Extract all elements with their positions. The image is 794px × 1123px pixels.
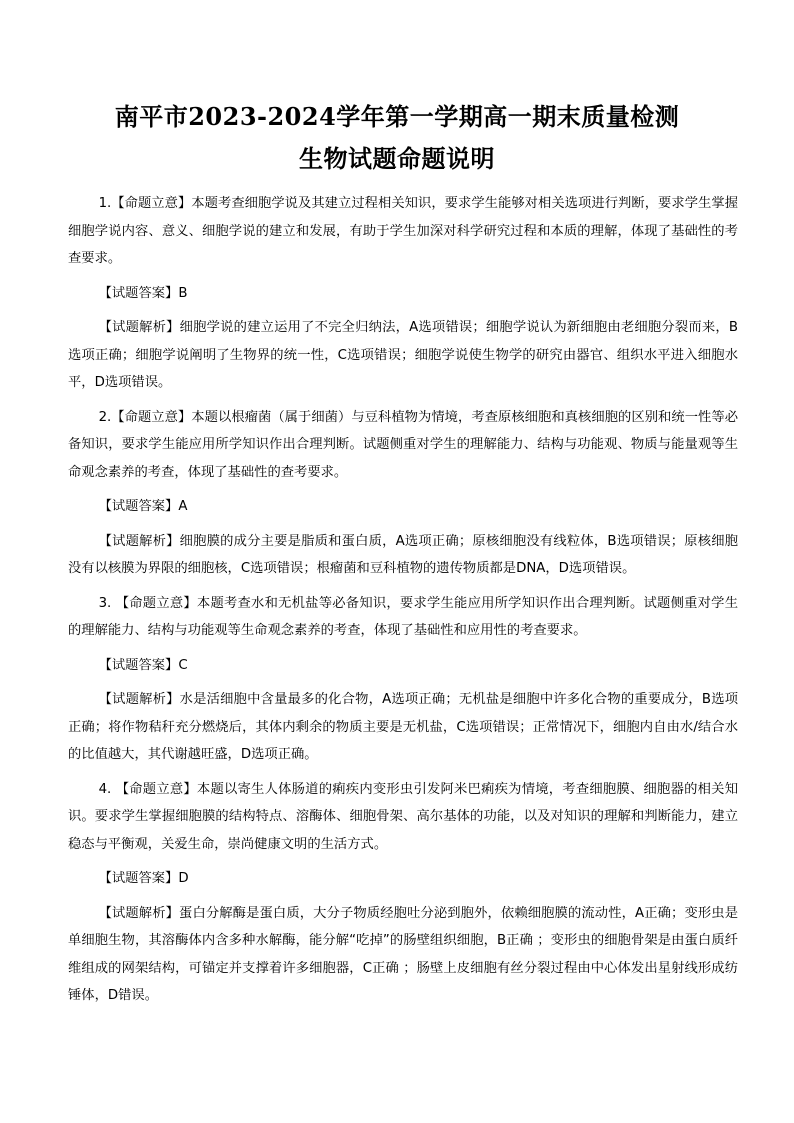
item-4-analysis: 【试题解析】蛋白分解酶是蛋白质，大分子物质经胞吐分泌到胞外，依赖细胞膜的流动性，A正确；变形虫是单细胞生物，其溶酶体内含多种水解酶，能分解“吃掉”的肠壁组织细胞，B正确 ；变形虫的细胞骨架是由蛋白质纤维组成的网架结构，可锚定并支撑着许多细胞器，C正确 ；肠壁上皮细胞有丝分裂过程由中心体发出星射线形成纺锤体，D错误。 xyxy=(68,905,738,1003)
item-2-answer: 【试题答案】A xyxy=(98,499,188,514)
item-2-intent: 2.【命题立意】本题以根瘤菌（属于细菌）与豆科植物为情境，考查原核细胞和真核细胞的区别和统一性等必备知识，要求学生能应用所学知识作出合理判断。试题侧重对学生的理解能力、结构与功能观、物质与能量观等生命观念素养的考查，体现了基础性的查考要求。 xyxy=(68,409,738,480)
item-4-intent: 4. 【命题立意】本题以寄生人体肠道的痢疾内变形虫引发阿米巴痢疾为情境，考查细胞膜、细胞器的相关知识。要求学生掌握细胞膜的结构特点、溶酶体、细胞骨架、高尔基体的功能，以及对知识的理解和判断能力，建立稳态与平衡观，关爱生命，崇尚健康文明的生活方式。 xyxy=(68,781,738,852)
item-3-analysis: 【试题解析】水是活细胞中含量最多的化合物，A选项正确；无机盐是细胞中许多化合物的重要成分，B选项正确；将作物秸秆充分燃烧后，其体内剩余的物质主要是无机盐，C选项错误；正常情况下，细胞内自由水/结合水的比值越大，其代谢越旺盛，D选项正确。 xyxy=(68,692,738,762)
item-3-answer: 【试题答案】C xyxy=(98,657,188,673)
item-4-answer: 【试题答案】D xyxy=(98,871,189,886)
document-title: 南平市2023-2024学年第一学期高一期末质量检测 xyxy=(114,102,680,131)
document-body xyxy=(68,190,738,1017)
item-2-analysis: 【试题解析】细胞膜的成分主要是脂质和蛋白质，A选项正确；原核细胞没有线粒体，B选项错误；原核细胞没有以核膜为界限的细胞核，C选项错误；根瘤菌和豆科植物的遗传物质都是DNA，D选项错误。 xyxy=(68,533,738,576)
item-3-intent: 3. 【命题立意】本题考查水和无机盐等必备知识，要求学生能应用所学知识作出合理判断。试题侧重对学生的理解能力、结构与功能观等生命观念素养的考查，体现了基础性和应用性的考查要求。 xyxy=(68,595,738,638)
document-subtitle: 生物试题命题说明 xyxy=(299,144,495,173)
item-1-intent: 1.【命题立意】本题考查细胞学说及其建立过程相关知识，要求学生能够对相关选项进行判断，要求学生掌握细胞学说内容、意义、细胞学说的建立和发展，有助于学生加深对科学研究过程和本质的理解，体现了基础性的考查要求。 xyxy=(68,196,738,266)
item-1-analysis: 【试题解析】细胞学说的建立运用了不完全归纳法，A选项错误；细胞学说认为新细胞由老细胞分裂而来，B选项正确；细胞学说阐明了生物界的统一性，C选项错误；细胞学说使生物学的研究由器官、组织水平进入细胞水平，D选项错误。 xyxy=(68,320,738,390)
item-1-answer: 【试题答案】B xyxy=(98,285,188,301)
